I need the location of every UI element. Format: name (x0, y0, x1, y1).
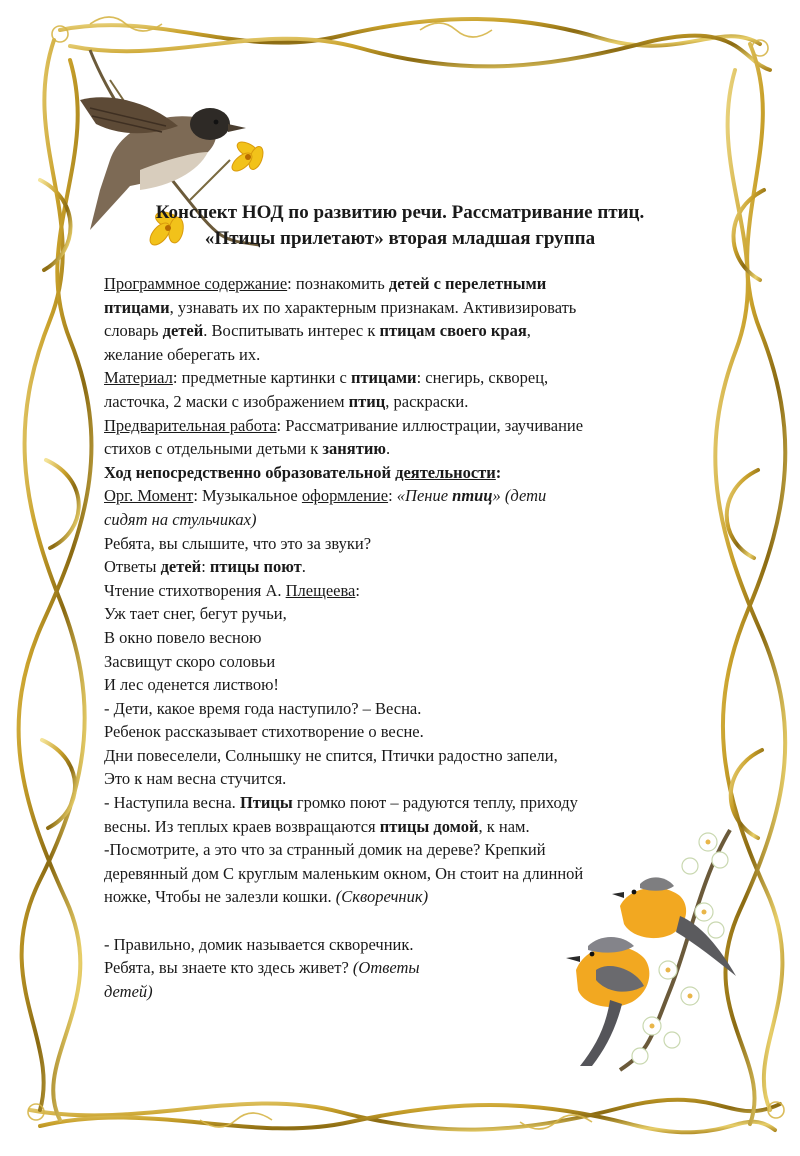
text-span: : (201, 557, 210, 577)
italic-span: сидят на стульчиках) (104, 509, 257, 529)
bold-span: детей (162, 321, 204, 341)
italic-span: (Ответы (352, 958, 420, 978)
text-span: Ребята, вы слышите, что это за звуки? (104, 533, 372, 553)
text-span: Ход непосредственно образовательной (104, 462, 396, 482)
title-line-2: «Птицы прилетают» вторая младшая группа (204, 228, 596, 249)
poem-line (104, 673, 714, 697)
text-line (104, 956, 714, 980)
text-line (104, 366, 714, 390)
underlined-span: деятельности (395, 462, 496, 482)
text-span: - Правильно, домик называется скворечник. (104, 934, 414, 954)
text-span: громко поют – радуются теплу, приходу (292, 793, 578, 813)
org-moment-label: Орг. Момент (104, 486, 194, 506)
bold-italic-span: птиц (452, 486, 493, 506)
text-span: : предметные картинки с (172, 368, 351, 388)
text-line (104, 390, 714, 414)
text-line (104, 791, 714, 815)
text-line (104, 980, 714, 1004)
text-line (104, 579, 714, 603)
text-span: Уж тает снег, бегут ручьи, (104, 604, 287, 624)
text-span: Ребята, вы знаете кто здесь живет? (104, 958, 353, 978)
bold-span: детей с перелетными (388, 274, 547, 293)
text-line (104, 414, 714, 438)
underlined-span: Плещеева (285, 580, 356, 600)
bold-span: птиц (348, 391, 386, 411)
text-line (104, 484, 714, 508)
text-span: Дни повеселели, Солнышку не спится, Птички радостно запели, (104, 745, 558, 765)
title-line-1: Конспект НОД по развитию речи. Рассматривание птиц. (155, 202, 645, 223)
poem-line (104, 650, 714, 674)
poem-line (104, 626, 714, 650)
text-line (104, 815, 714, 839)
text-line (104, 885, 714, 909)
text-line (104, 319, 714, 343)
text-span: , к нам. (478, 816, 530, 836)
text-span: ласточка, 2 маски с изображением (104, 391, 349, 411)
text-span: , узнавать их по характерным признакам. Активизировать (169, 297, 577, 317)
text-span: : познакомить (287, 274, 389, 293)
text-span: Чтение стихотворения А. (104, 580, 286, 600)
text-span: : Музыкальное (193, 486, 302, 506)
text-line (104, 508, 714, 532)
underlined-span: оформление (301, 486, 389, 506)
program-content-label: Программное содержание (104, 274, 288, 293)
text-line (104, 343, 714, 367)
text-line (104, 862, 714, 886)
text-span: Ребенок рассказывает стихотворение о весне. (104, 722, 424, 742)
lesson-body (104, 272, 714, 1003)
bold-span: птицам своего края (379, 321, 527, 341)
italic-span: «Пение (396, 486, 453, 506)
text-span: - Наступила весна. (104, 793, 240, 813)
text-span: , (526, 321, 531, 341)
text-span: . (301, 557, 306, 577)
text-span: ножке, Чтобы не залезли кошки. (104, 887, 336, 907)
bold-span: птицами (104, 297, 170, 317)
text-span: словарь (104, 321, 163, 341)
text-span: желание оберегать их. (104, 344, 261, 364)
bold-span: Птицы (239, 793, 293, 813)
text-span: : (355, 580, 360, 600)
text-span: - Дети, какое время года наступило? – Весна. (104, 698, 422, 718)
text-span: стихов с отдельными детьми к (104, 439, 323, 459)
text-span: . Воспитывать интерес к (203, 321, 380, 341)
text-span: В окно повело весною (104, 627, 262, 647)
text-line (104, 767, 714, 791)
text-span: весны. Из теплых краев возвращаются (104, 816, 380, 836)
text-span: Это к нам весна стучится. (104, 769, 287, 789)
text-line (104, 838, 714, 862)
text-span: -Посмотрите, а это что за странный домик на дереве? Крепкий (104, 840, 546, 860)
text-line (104, 532, 714, 556)
preparatory-work-label: Предварительная работа (104, 415, 277, 435)
text-span: : (495, 462, 502, 482)
text-span: : снегирь, скворец, (416, 368, 549, 388)
italic-span: (Скворечник) (335, 887, 429, 907)
bold-span: занятию (322, 439, 386, 459)
text-line (104, 720, 714, 744)
italic-span: » (дети (492, 486, 547, 506)
text-line (104, 744, 714, 768)
bold-span: птицы поют (209, 557, 302, 577)
poem-line (104, 602, 714, 626)
text-line (104, 272, 714, 296)
text-span: Ответы (104, 557, 161, 577)
text-span: : Рассматривание иллюстрации, заучивание (276, 415, 584, 435)
text-line (104, 296, 714, 320)
italic-span: детей) (104, 981, 153, 1001)
text-span: Засвищут скоро соловьи (104, 651, 276, 671)
text-span: И лес оденется листвою! (104, 675, 279, 695)
bold-span: птицы домой (379, 816, 479, 836)
bold-span: детей (160, 557, 202, 577)
page-title (80, 200, 720, 252)
lesson-progress-heading (104, 461, 714, 485)
text-span: : (388, 486, 397, 506)
text-span: , раскраски. (385, 391, 469, 411)
text-line (104, 437, 714, 461)
bold-span: птицами (350, 368, 417, 388)
text-line (104, 555, 714, 579)
text-line (104, 697, 714, 721)
text-span: . (385, 439, 391, 459)
text-line (104, 933, 714, 957)
blank-line (104, 909, 714, 933)
text-span: деревянный дом С круглым маленьким окном, Он стоит на длинной (104, 863, 584, 883)
material-label: Материал (104, 368, 173, 388)
